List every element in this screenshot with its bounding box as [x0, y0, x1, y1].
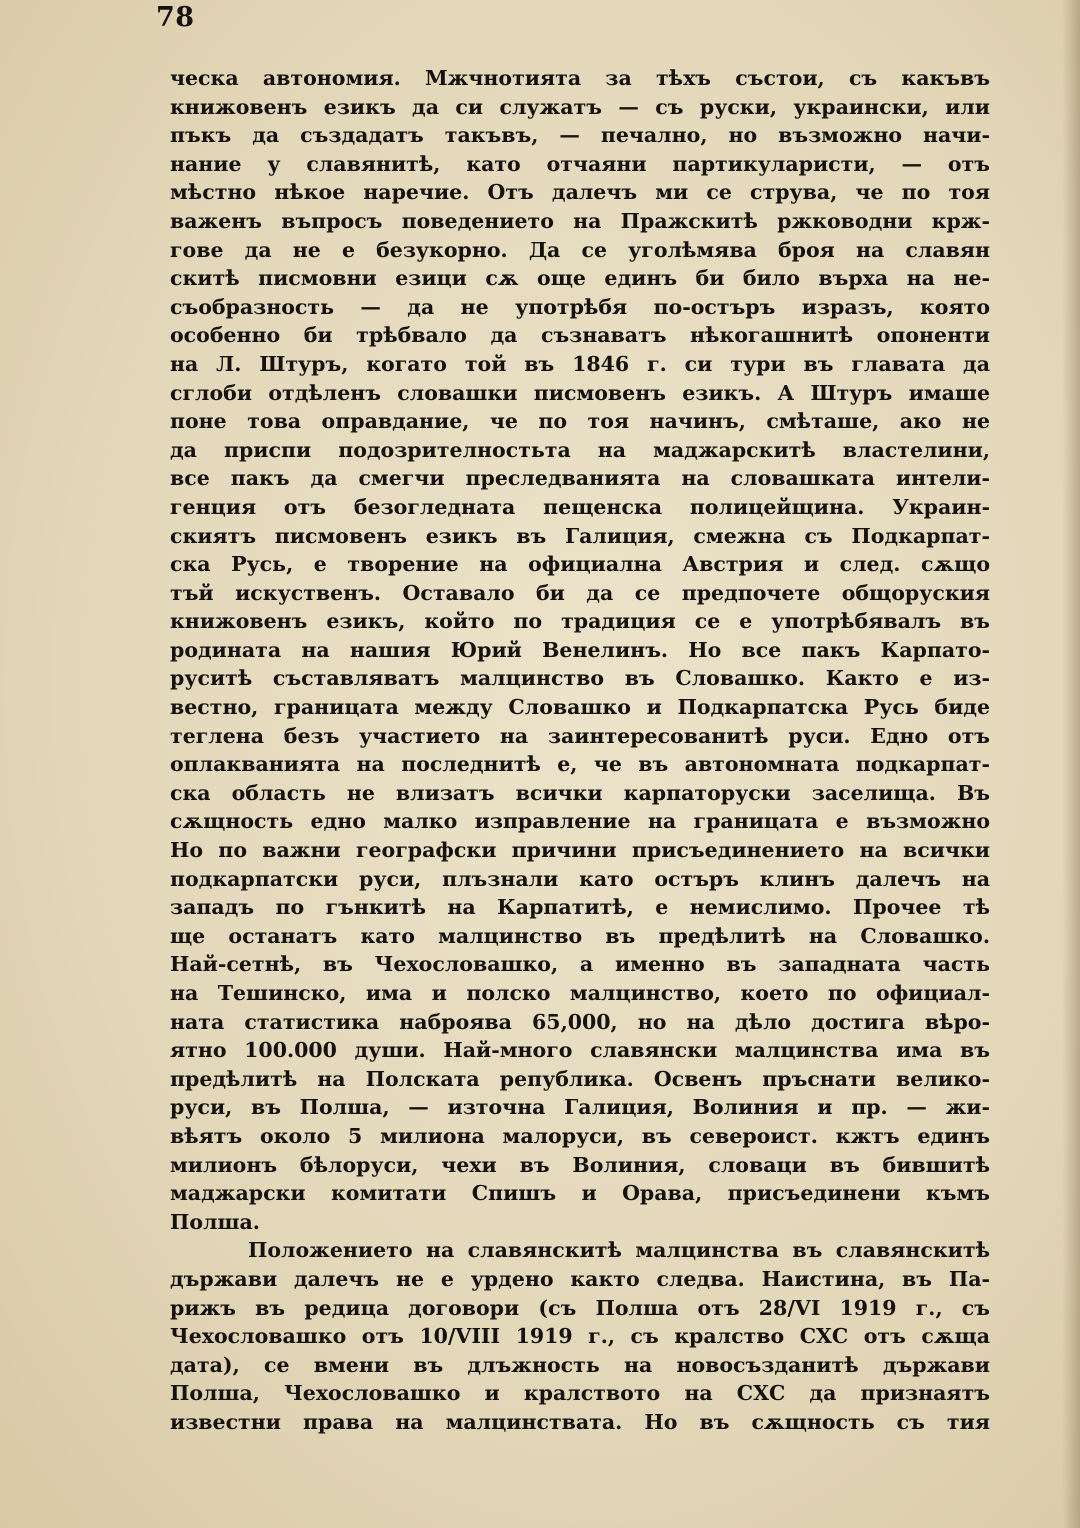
text-line: вѣятъ около 5 милиона малоруси, въ североист. кжтъ единъ	[170, 1123, 990, 1148]
text-line: оплакванията на последнитѣ е, че въ автономната подкарпат-	[170, 752, 990, 777]
text-line: важенъ въпросъ поведението на Пражскитѣ ржководни крж-	[170, 208, 990, 233]
text-line: ска область не влизатъ всички карпаторуски заселища. Въ	[170, 780, 990, 805]
text-line: Но по важни географски причини присъединението на всички	[170, 838, 990, 863]
text-line: ческа автономия. Мжчнотията за тѣхъ състои, съ какъвъ	[170, 66, 990, 90]
text-line: поне това оправдание, че по тоя начинъ, смѣташе, ако не	[170, 409, 990, 434]
paragraph-1	[170, 64, 990, 1236]
text-line: тъй искуственъ. Оставало би да се предпочете общоруския	[170, 580, 990, 605]
text-line: сѫщность едно малко изправление на границата е възможно	[170, 809, 990, 834]
text-line: Най-сетнѣ, въ Чехословашко, а именно въ западната часть	[170, 952, 990, 977]
text-line: известни права на малцинствата. Но въ сѫщность съ тия	[170, 1409, 990, 1434]
text-line: вестно, границата между Словашко и Подкарпатска Русь биде	[170, 695, 990, 720]
text-line: рижъ въ редица договори (съ Полша отъ 28/VI 1919 г., съ	[170, 1295, 990, 1320]
text-line: скитѣ писмовни езици сѫ още единъ би било върха на не-	[170, 266, 990, 291]
text-line: Чехословашко отъ 10/VIII 1919 г., съ кралство СХС отъ сѫща	[170, 1324, 990, 1349]
text-line: пъкъ да създадатъ такъвъ, — печално, но възможно начи-	[170, 123, 990, 148]
page-number: 78	[156, 2, 195, 33]
text-line: скиятъ писмовенъ езикъ въ Галиция, смежна съ Подкарпат-	[170, 523, 990, 548]
text-line: особенно би трѣбвало да съзнаватъ нѣкогашнитѣ опоненти	[170, 323, 990, 348]
text-line: Полша.	[170, 1209, 260, 1234]
text-line: сглоби отдѣленъ словашки писмовенъ езикъ. А Штуръ имаше	[170, 380, 990, 405]
text-line: ска Русь, е творение на официална Австрия и след. сѫщо	[170, 552, 990, 577]
text-line: дата), се вмени въ длъжность на новосъзданитѣ държави	[170, 1352, 990, 1377]
text-line: книжовенъ езикъ да си служатъ — съ руски, украински, или	[170, 94, 990, 119]
text-line: милионъ бѣлоруси, чехи въ Волиния, словаци въ бившитѣ	[170, 1152, 990, 1177]
text-line: гове да не е безукорно. Да се уголѣмява броя на славян	[170, 237, 990, 262]
text-line: родината на нашия Юрий Венелинъ. Но все пакъ Карпато-	[170, 637, 990, 662]
text-line: западъ по гънкитѣ на Карпатитѣ, е немислимо. Прочее тѣ	[170, 895, 990, 920]
text-line: маджарски комитати Спишъ и Орава, присъединени къмъ	[170, 1181, 990, 1206]
text-line: държави далечъ не е урдено както следва. Наистина, въ Па-	[170, 1266, 990, 1291]
text-line: Полша, Чехословашко и кралството на СХС да признаятъ	[170, 1381, 990, 1406]
text-line: теглена безъ участието на заинтересованитѣ руси. Едно отъ	[170, 723, 990, 748]
text-line: предѣлитѣ на Полската република. Освенъ пръснати велико-	[170, 1066, 990, 1091]
body-text	[170, 64, 990, 1437]
text-line: все пакъ да смегчи преследванията на словашката интели-	[170, 466, 990, 491]
text-line: книжовенъ езикъ, който по традиция се е употрѣбявалъ въ	[170, 609, 990, 634]
text-line: руситѣ съставляватъ малцинство въ Словашко. Както е из-	[170, 666, 990, 691]
text-line: съобразность — да не употрѣбя по-остъръ изразъ, която	[170, 294, 990, 319]
text-line: генция отъ безогледната пещенска полицейщина. Украин-	[170, 494, 990, 519]
page-edge-shadow	[1062, 0, 1080, 1528]
paragraph-2	[170, 1236, 990, 1436]
text-line: на Тешинско, има и полско малцинство, което по официал-	[170, 981, 990, 1005]
text-line: подкарпатски руси, плъзнали като остъръ клинъ далечъ на	[170, 866, 990, 891]
text-line: на Л. Штуръ, когато той въ 1846 г. си тури въ главата да	[170, 351, 990, 376]
text-line: ятно 100.000 души. Най-много славянски малцинства има въ	[170, 1038, 990, 1063]
text-line: руси, въ Полша, — източна Галиция, Волиния и пр. — жи-	[170, 1095, 990, 1120]
text-line: ната статистика наброява 65,000, но на дѣло достига вѣро-	[170, 1009, 990, 1034]
text-line: мѣстно нѣкое наречие. Отъ далечъ ми се струва, че по тоя	[170, 180, 990, 205]
text-line: Положението на славянскитѣ малцинства въ славянскитѣ	[248, 1238, 990, 1263]
text-line: да приспи подозрителностьта на маджарскитѣ властелини,	[170, 437, 990, 462]
text-line: ще останатъ като малцинство въ предѣлитѣ на Словашко.	[170, 923, 990, 948]
text-line: нание у славянитѣ, като отчаяни партикуларисти, — отъ	[170, 151, 990, 176]
